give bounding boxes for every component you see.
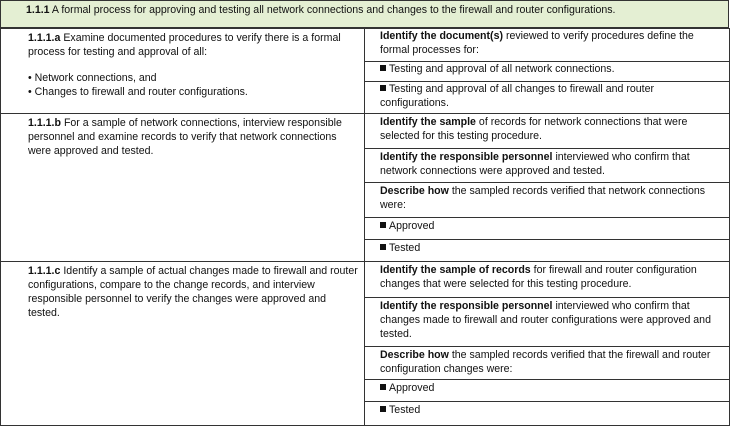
reporting-checkbox-item	[365, 381, 729, 397]
reporting-item-text: Testing and approval of all changes to firewall and router configurations.	[380, 83, 655, 109]
procedure-id: 1.1.1.b	[28, 117, 61, 129]
reporting-text: of records for network connections that were selected for this testing procedure.	[380, 116, 688, 142]
reporting-checkbox-item	[365, 241, 729, 257]
reporting-checkbox-item	[365, 62, 729, 78]
reporting-cell	[365, 348, 729, 378]
square-bullet-icon	[380, 65, 386, 71]
reporting-instruction: Describe how	[380, 185, 449, 197]
reporting-cell	[365, 115, 729, 145]
procedure-bullet: • Changes to firewall and router configurations.	[28, 85, 248, 98]
requirement-id: 1.1.1	[26, 4, 50, 16]
procedure-text: Examine documented procedures to verify there is a formal process for testing and approval of all:	[28, 32, 341, 58]
reporting-cell	[365, 29, 729, 59]
requirement-text: A formal process for approving and testing all network connections and changes to the firewall and router configurations.	[51, 4, 616, 16]
procedure-bullet: • Network connections, and	[28, 71, 157, 84]
reporting-item-text: Tested	[389, 404, 421, 416]
reporting-text: the sampled records verified that network connections were:	[380, 185, 706, 211]
square-bullet-icon	[380, 244, 386, 250]
square-bullet-icon	[380, 406, 386, 412]
cell-divider	[364, 297, 730, 298]
reporting-checkbox-item	[365, 403, 729, 419]
square-bullet-icon	[380, 384, 386, 390]
reporting-cell	[365, 263, 729, 293]
row-divider	[0, 113, 730, 114]
reporting-instruction: Identify the sample of records	[380, 264, 531, 276]
cell-divider	[364, 379, 730, 380]
bullet-text: Changes to firewall and router configurations.	[34, 85, 248, 98]
cell-divider	[364, 148, 730, 149]
cell-divider	[364, 401, 730, 402]
reporting-cell	[365, 184, 729, 214]
reporting-text: interviewed who confirm that changes made to firewall and router configurations were approved and tested.	[380, 300, 711, 340]
procedure-text: Identify a sample of actual changes made to firewall and router configurations, compare to the change records, and interview responsible personnel to verify the changes were approved and tested.	[28, 265, 358, 319]
reporting-text: the sampled records verified that the firewall and router configuration changes were:	[380, 349, 711, 375]
reporting-item-text: Approved	[389, 220, 435, 232]
reporting-cell	[365, 150, 729, 180]
procedure-id: 1.1.1.c	[28, 265, 61, 277]
procedure-cell-b	[1, 115, 363, 161]
cell-divider	[364, 217, 730, 218]
cell-divider	[364, 346, 730, 347]
reporting-text: for firewall and router configuration changes that were selected for this testing procedure.	[380, 264, 697, 290]
reporting-checkbox-item	[365, 219, 729, 235]
requirement-header	[0, 0, 729, 28]
reporting-instruction: Identify the document(s)	[380, 30, 504, 42]
procedure-text: For a sample of network connections, interview responsible personnel and examine records to verify that network connections were approved and tested.	[28, 117, 342, 157]
reporting-instruction: Identify the responsible personnel	[380, 151, 553, 163]
reporting-cell	[365, 299, 729, 343]
reporting-item-text: Testing and approval of all network connections.	[389, 63, 615, 75]
procedure-id: 1.1.1.a	[28, 32, 61, 44]
reporting-instruction: Identify the responsible personnel	[380, 300, 553, 312]
reporting-instruction: Identify the sample	[380, 116, 476, 128]
procedure-cell-a	[1, 30, 363, 102]
square-bullet-icon	[380, 222, 386, 228]
bullet-text: Network connections, and	[34, 71, 157, 84]
procedure-cell-c	[1, 263, 363, 323]
reporting-instruction: Describe how	[380, 349, 449, 361]
reporting-checkbox-item	[365, 82, 729, 112]
reporting-item-text: Tested	[389, 242, 421, 254]
cell-divider	[364, 182, 730, 183]
row-divider	[0, 261, 730, 262]
cell-divider	[364, 239, 730, 240]
reporting-item-text: Approved	[389, 382, 435, 394]
square-bullet-icon	[380, 85, 386, 91]
reporting-text: reviewed to verify procedures define the formal processes for:	[380, 30, 694, 56]
right-border	[729, 28, 730, 426]
reporting-text: interviewed who confirm that network connections were approved and tested.	[380, 151, 690, 177]
